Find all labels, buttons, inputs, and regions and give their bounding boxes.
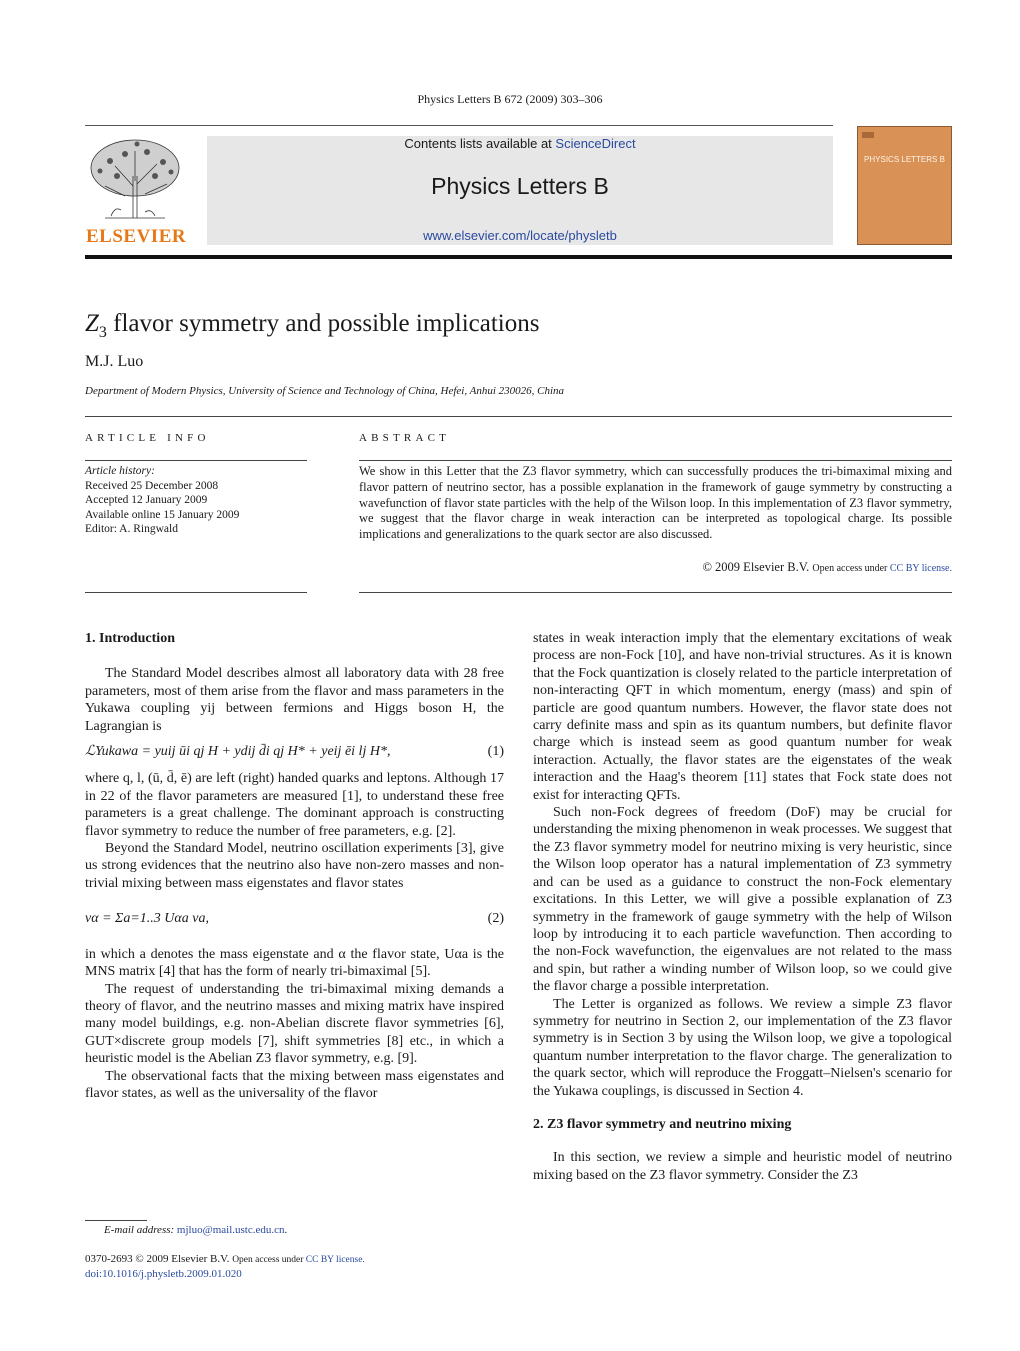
equation-2 [85,910,504,927]
affiliation: Department of Modern Physics, University of Science and Technology of China, Hefei, Anhui 230026, China [85,385,565,397]
sciencedirect-link[interactable]: ScienceDirect [555,136,636,151]
abstract-rule-bottom [359,592,952,593]
equation-1 [85,743,504,760]
header-rule [85,125,833,126]
email-footnote [104,1224,287,1236]
email-label: E-mail address: [104,1224,177,1236]
section-2-heading: 2. Z3 flavor symmetry and neutrino mixing [533,1116,792,1132]
abstract-copyright [702,560,952,575]
paragraph: Beyond the Standard Model, neutrino oscillation experiments [3], give us strong evidences that the neutrino also have non-zero masses and non-trivial mixing between mass eigenstates and flavor states [85,841,504,891]
cover-stripe [862,132,874,138]
paragraph: The observational facts that the mixing between mass eigenstates and flavor states, as well as the universality of the flavor [85,1068,504,1101]
article-title [85,310,539,342]
journal-title: Physics Letters B [431,173,609,199]
issn-block [85,1252,365,1281]
history-accepted: Accepted 12 January 2009 [85,494,208,506]
article-info-heading: ARTICLE INFO [85,432,210,444]
right-column [533,630,952,1184]
open-access-label: Open access under [812,563,890,574]
info-rule-top [85,460,307,461]
issn-line [85,1252,365,1267]
author-name[interactable]: M.J. Luo [85,353,144,370]
paragraph: The request of understanding the tri-bimaximal mixing demands a theory of flavor, and the neutrino masses and mixing matrix have inspired many model buildings, e.g. non-Abelian discrete flavor symmetries [6], GUT×discrete group models [7], shift symmetries [8] etc., in which a heuristic model is the Abelian Z3 flavor symmetry, e.g. [9]. [85,981,504,1067]
running-head: Physics Letters B 672 (2009) 303–306 [417,92,603,106]
cover-title: PHYSICS LETTERS B [864,155,945,164]
title-rest: flavor symmetry and possible implications [106,310,540,337]
left-column [85,630,504,1102]
paragraph: in which a denotes the mass eigenstate and α the flavor state, Uαa is the MNS matrix [4] that has the form of nearly tri-bimaximal [5]. [85,946,504,980]
elsevier-wordmark[interactable]: ELSEVIER [86,226,187,247]
abstract-rule-top [359,460,952,461]
copyright-text: © 2009 Elsevier B.V. [702,560,810,574]
equation-1-number: (1) [487,744,504,760]
abstract-heading: ABSTRACT [359,432,451,444]
equation-2-number: (2) [487,911,504,927]
footnote-period: . [284,1224,288,1236]
journal-url-link[interactable]: www.elsevier.com/locate/physletb [423,228,617,243]
history-editor: Editor: A. Ringwald [85,523,178,535]
paragraph: Such non-Fock degrees of freedom (DoF) may be crucial for understanding the mixing phenomenon in weak processes. We suggest that the Z3 flavor symmetry model for neutrino mixing is very heuristic, since the Wilson loop operator has a natural implementation of Z3 symmetry and can be used as a guidance to construct the non-Fock elementary excitations. In this Letter, we will give a possible explanation of Z3 symmetry in the framework of gauge symmetry with the help of Wilson loop by introducing it to each particle wavefunction. Then according to the non-Fock wavefunction, the eigenvalues are not related to the mass and spin, but rather a winding number of Wilson loop, so we could give the flavor charge a possible interpretation. [533,805,952,995]
history-received: Received 25 December 2008 [85,479,219,492]
history-label: Article history: [85,465,155,477]
footer-license-link[interactable]: CC BY license. [305,1255,365,1265]
paragraph: The Standard Model describes almost all laboratory data with 28 free parameters, most of them arise from the flavor and mass parameters in the Yukawa coupling yij between fermions and Higgs boson H, the Lagrangian is [85,666,504,734]
abstract-text: We show in this Letter that the Z3 flavor symmetry, which can successfully produces the tri-bimaximal mixing and flavor pattern of neutrino sector, has a possible explanation in the framework of gauge symmetry by constructing a wavefunction of flavor state particles with the help of the Wilson loop. In this implementation of Z3 flavor symmetry, we suggest that the flavor charge in weak interaction can be interpreted as topological charge. Its possible implications and generalizations to the quark sector are also discussed. [359,464,952,542]
section-1-heading: 1. Introduction [85,631,175,646]
journal-cover[interactable] [857,126,952,245]
title-var: Z [85,310,99,337]
journal-banner [207,136,833,245]
footnote-rule [85,1220,147,1221]
email-link[interactable]: mjluo@mail.ustc.edu.cn [176,1224,285,1236]
header-thick-rule [85,255,952,259]
license-link[interactable]: CC BY license. [889,563,952,574]
doi-link[interactable]: doi:10.1016/j.physletb.2009.01.020 [85,1268,242,1280]
title-sub: 3 [98,324,107,341]
paragraph: In this section, we review a simple and heuristic model of neutrino mixing based on the Z3 flavor symmetry. Consider the Z3 [533,1150,952,1183]
paragraph: where q, l, (ū, d̄, ē) are left (right) handed quarks and leptons. Although 17 in 22 of the flavor parameters are measured [1], to understand these free parameters is a great challenge. The dominant approach is constructing flavor symmetry to reduce the number of free parameters, e.g. [2]. [85,771,504,839]
contents-line [207,136,833,151]
paragraph: The Letter is organized as follows. We review a simple Z3 flavor symmetry for neutrino in Section 2, our implementation of the Z3 flavor symmetry is in Section 3 by using the Wilson loop, we give a topological quantum number interpretation to the flavor charge. The generalization to the quark sector, which will reproduce the Froggatt–Nielsen's scenario for the Yukawa couplings, is discussed in Section 4. [533,996,952,1099]
history-online: Available online 15 January 2009 [85,508,240,521]
issn-text: 0370-2693 © 2009 Elsevier B.V. [85,1253,233,1265]
equation-1-body: ℒYukawa = yuij ūi qj H + ydij d̄i qj H* + yeij ēi lj H*, [85,744,391,760]
contents-prefix: Contents lists available at [404,136,556,151]
footer-open-access: Open access under [232,1255,306,1265]
paragraph: states in weak interaction imply that the elementary excitations of weak process are non-Fock [10], and have non-trivial structures. As it is known that the Fock quantization is closely related to the particle interpretation of non-interacting QFT in which momentum, energy (mass) and spin of particle are good quantum numbers. However, the flavor state does not carry definite mass and spin as its quantum numbers, but definite flavor charge which is instead seem as good quantum number for weak interaction. Actually, the flavor states are the eigenstates of the weak interaction and the Haag's theorem [11] states that Fock state does not exist for interacting QFTs. [533,631,952,803]
info-rule-bottom [85,592,307,593]
affiliation-rule [85,416,952,417]
equation-2-body: να = Σa=1..3 Uαa νa, [85,911,209,927]
article-history [85,464,239,537]
